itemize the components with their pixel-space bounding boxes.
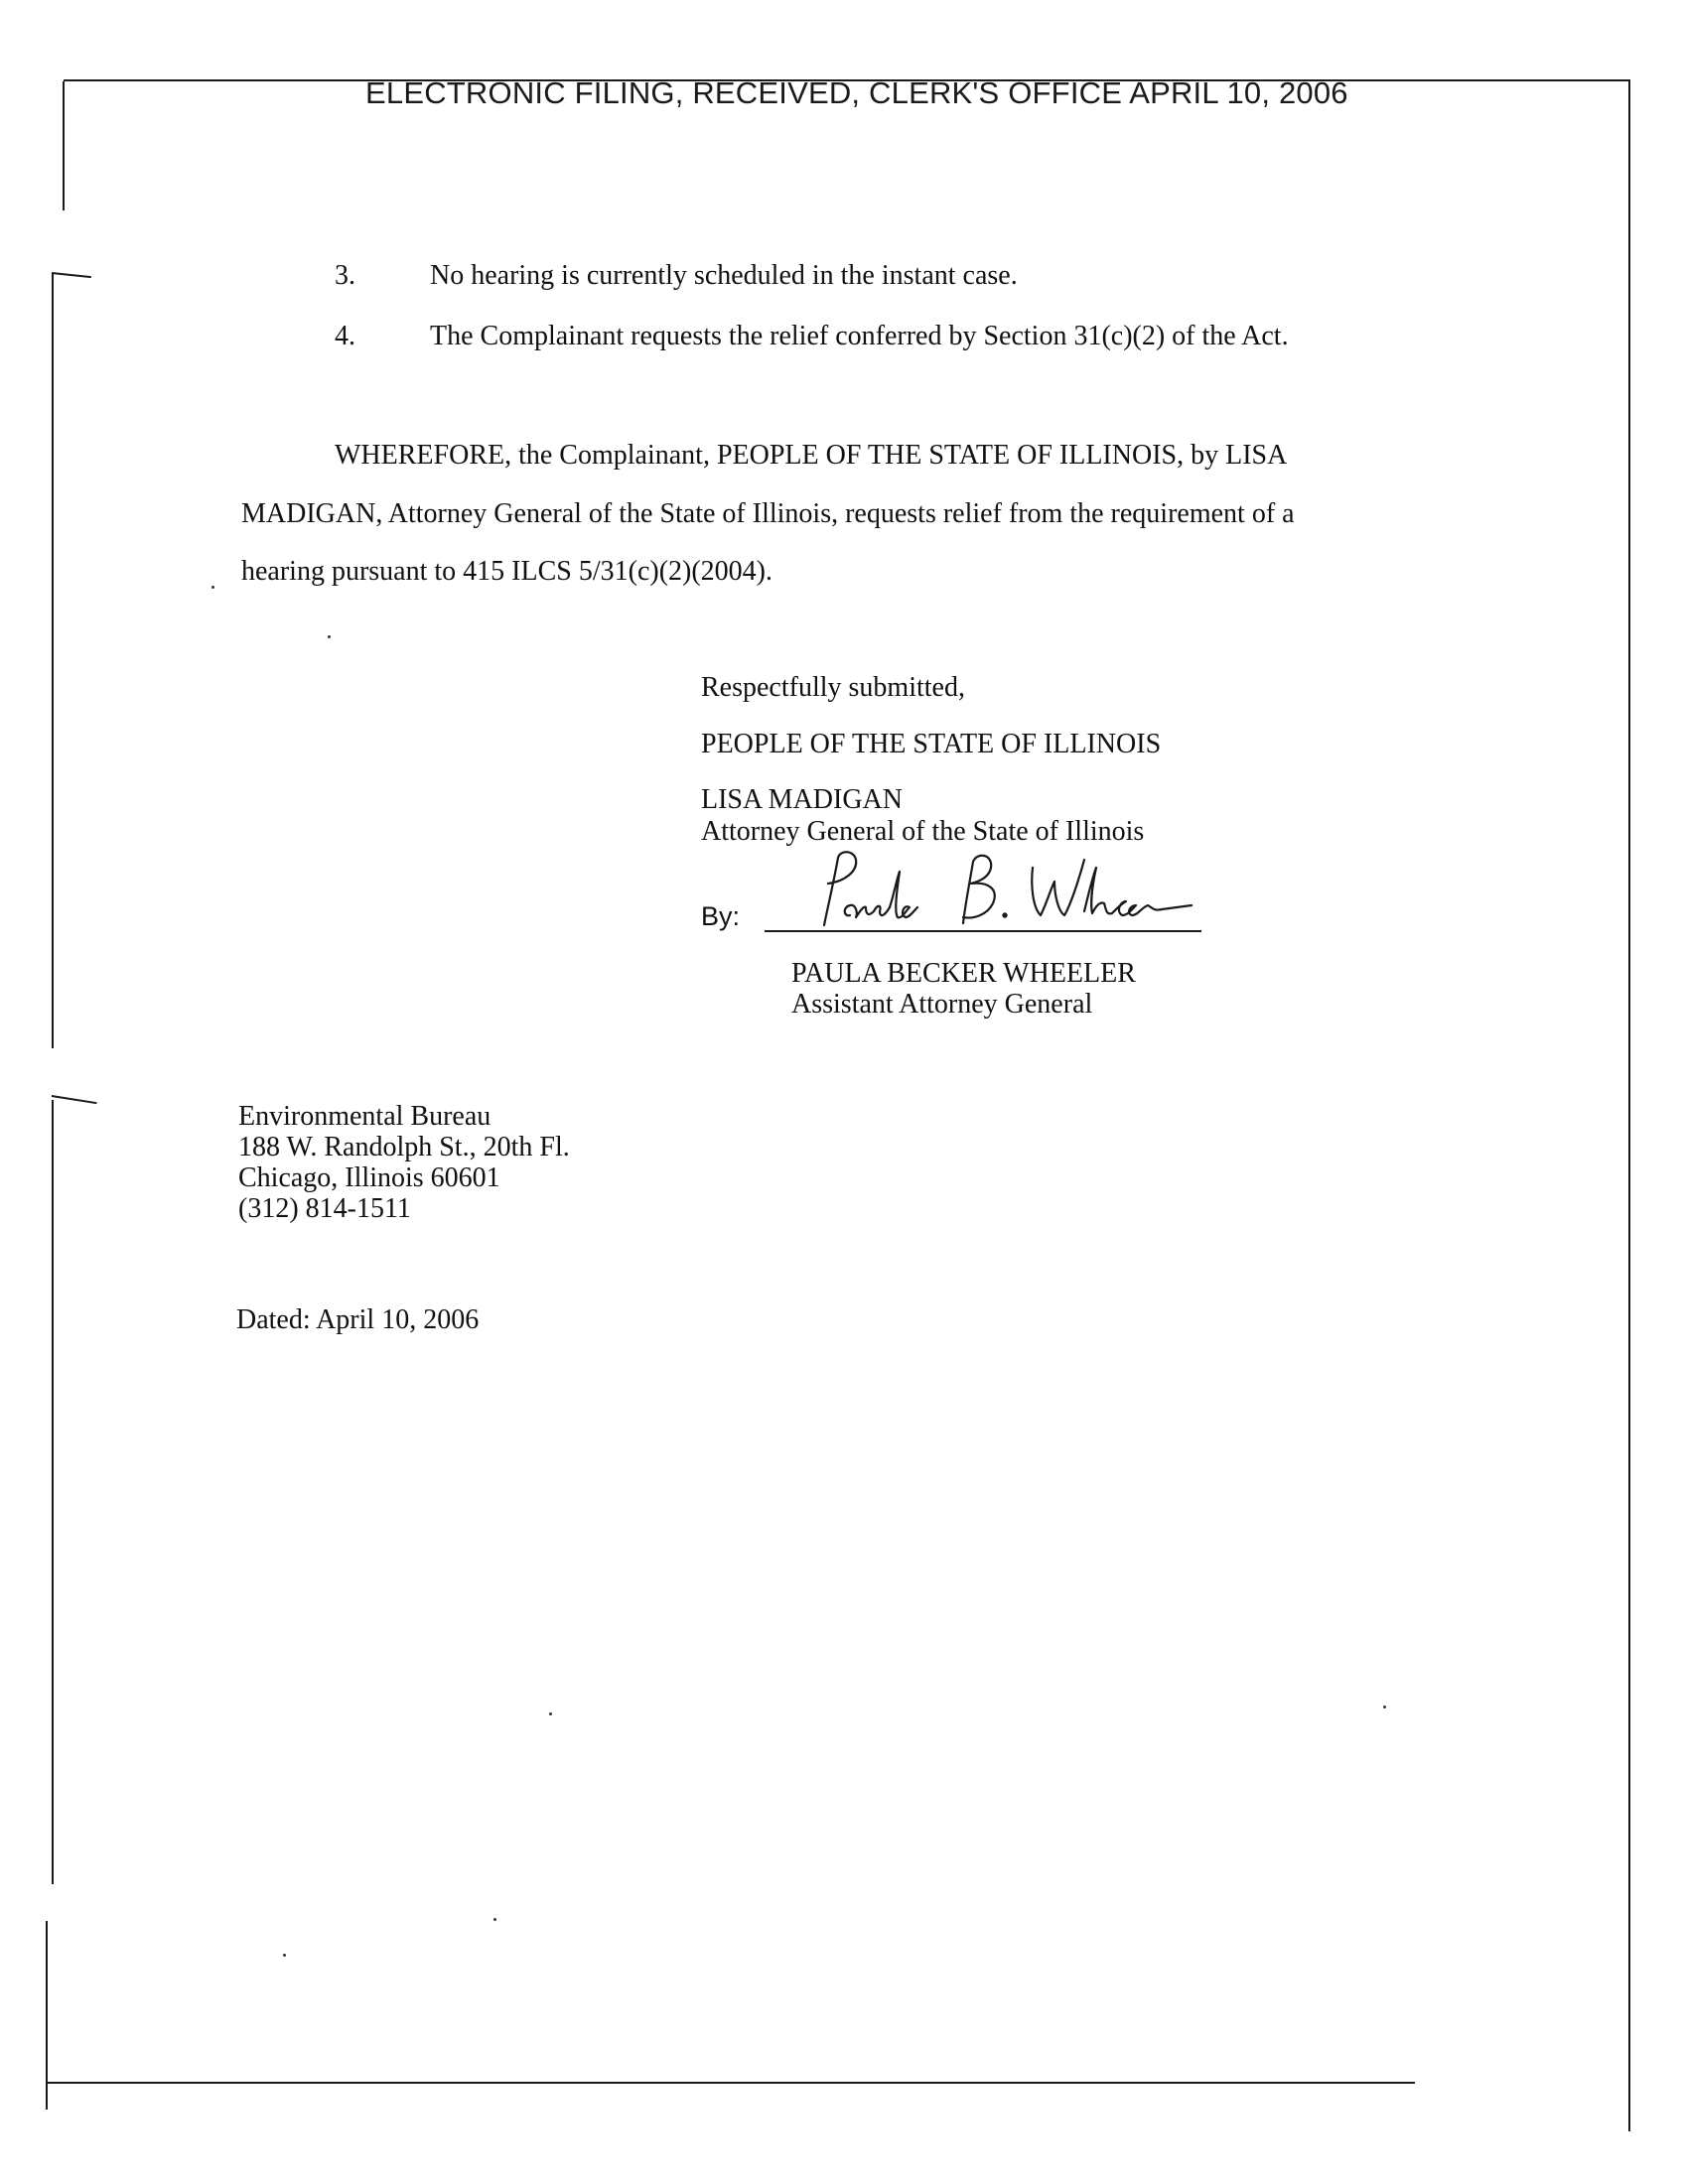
frame-bracket bbox=[52, 1095, 97, 1104]
scan-speck bbox=[1383, 1706, 1386, 1708]
frame-bracket bbox=[52, 272, 91, 278]
signer-title: Assistant Attorney General bbox=[791, 989, 1093, 1020]
scan-speck bbox=[328, 635, 331, 638]
scan-speck bbox=[211, 586, 214, 589]
frame-left-border bbox=[52, 274, 54, 1048]
wherefore-line: hearing pursuant to 415 ILCS 5/31(c)(2)(2004). bbox=[241, 556, 772, 587]
item-number: 3. bbox=[335, 260, 355, 291]
party-name: PEOPLE OF THE STATE OF ILLINOIS bbox=[701, 729, 1162, 759]
frame-bottom-border bbox=[47, 2082, 1415, 2084]
frame-left-border bbox=[52, 1100, 54, 1884]
scan-speck bbox=[493, 1918, 496, 1921]
date-line: Dated: April 10, 2006 bbox=[236, 1304, 480, 1335]
attorney-title: Attorney General of the State of Illinois bbox=[701, 816, 1145, 847]
item-number: 4. bbox=[335, 321, 355, 351]
city-address: Chicago, Illinois 60601 bbox=[238, 1162, 500, 1193]
wherefore-line: WHEREFORE, the Complainant, PEOPLE OF THE STATE OF ILLINOIS, by LISA bbox=[335, 440, 1288, 471]
scan-speck bbox=[549, 1712, 552, 1715]
bureau-name: Environmental Bureau bbox=[238, 1101, 491, 1132]
item-text: The Complainant requests the relief conferred by Section 31(c)(2) of the Act. bbox=[430, 321, 1289, 351]
handwritten-signature bbox=[794, 846, 1211, 935]
closing: Respectfully submitted, bbox=[701, 672, 965, 703]
filing-header: ELECTRONIC FILING, RECEIVED, CLERK'S OFFICE APRIL 10, 2006 bbox=[365, 75, 1348, 110]
signature-line bbox=[765, 930, 1201, 932]
phone-number: (312) 814-1511 bbox=[238, 1193, 411, 1224]
wherefore-line: MADIGAN, Attorney General of the State of Illinois, requests relief from the requirement of a bbox=[241, 498, 1295, 529]
street-address: 188 W. Randolph St., 20th Fl. bbox=[238, 1132, 570, 1162]
frame-left-border bbox=[63, 81, 65, 210]
item-text: No hearing is currently scheduled in the instant case. bbox=[430, 260, 1018, 291]
scan-speck bbox=[283, 1954, 286, 1957]
by-label: By: bbox=[701, 901, 741, 931]
attorney-name: LISA MADIGAN bbox=[701, 784, 903, 815]
frame-right-border bbox=[1628, 81, 1630, 2131]
signer-name: PAULA BECKER WHEELER bbox=[791, 958, 1136, 989]
